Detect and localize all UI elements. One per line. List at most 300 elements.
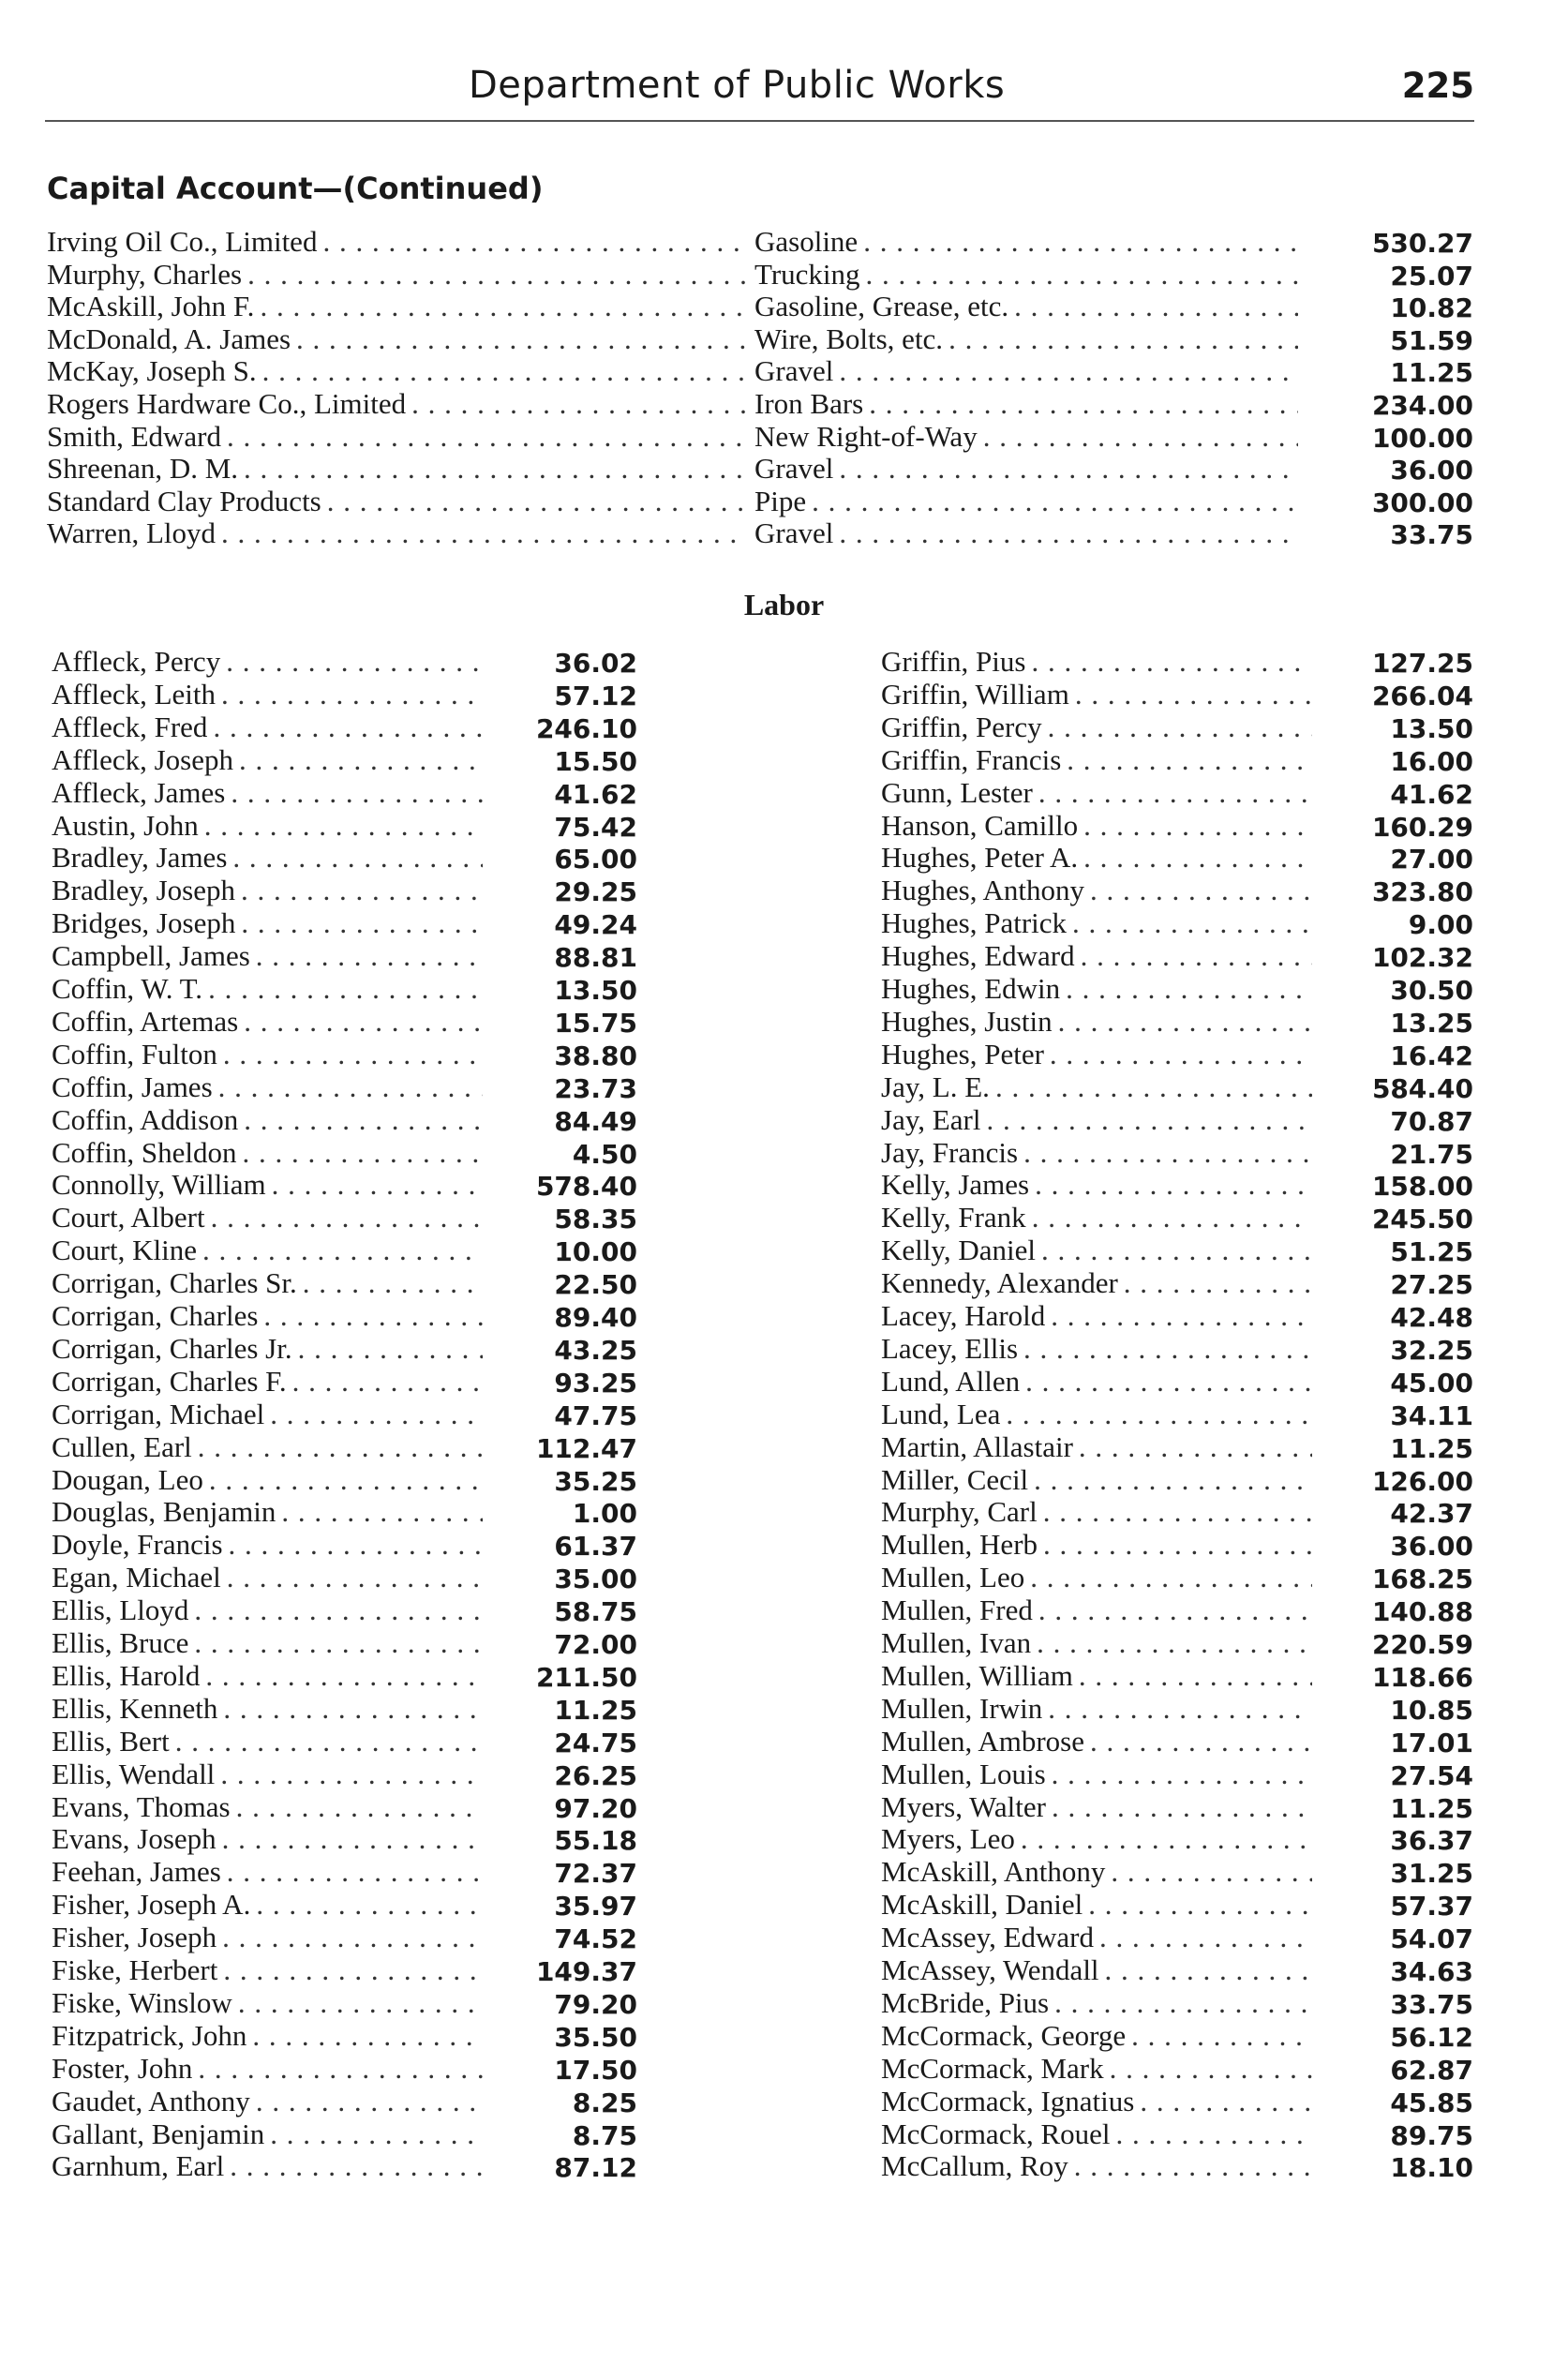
dot-leader bbox=[1052, 1790, 1312, 1823]
amount: 74.52 bbox=[554, 1923, 637, 1955]
labor-row bbox=[0, 1593, 1568, 1626]
amount: 84.49 bbox=[554, 1105, 637, 1137]
worker-name-text: Mullen, Ambrose bbox=[881, 1724, 1084, 1758]
worker-name bbox=[881, 711, 1312, 743]
amount: 13.50 bbox=[554, 975, 637, 1006]
amount: 22.50 bbox=[554, 1269, 637, 1301]
amount: 57.12 bbox=[554, 680, 637, 711]
worker-name bbox=[881, 1038, 1312, 1070]
worker-name bbox=[881, 2085, 1312, 2117]
dot-leader bbox=[1074, 2149, 1312, 2182]
amount: 32.25 bbox=[1390, 1334, 1473, 1366]
amount: 9.00 bbox=[1408, 909, 1473, 941]
dot-leader bbox=[1014, 290, 1298, 322]
worker-name bbox=[881, 1888, 1312, 1921]
dot-leader bbox=[1066, 972, 1312, 1005]
amount: 26.25 bbox=[554, 1759, 637, 1791]
item-description-text: Gasoline, Grease, etc. bbox=[754, 290, 1009, 323]
amount: 18.10 bbox=[1390, 2152, 1473, 2184]
capital-account-row bbox=[0, 420, 1568, 453]
dot-leader bbox=[1037, 1626, 1312, 1659]
worker-name-text: Fiske, Herbert bbox=[52, 1953, 218, 1986]
worker-name bbox=[881, 1299, 1312, 1332]
payee-name-text: Standard Clay Products bbox=[47, 484, 321, 517]
worker-name-text: Feehan, James bbox=[52, 1855, 221, 1889]
amount: 8.75 bbox=[572, 2119, 637, 2151]
amount: 578.40 bbox=[535, 1171, 637, 1203]
amount: 1.00 bbox=[572, 1498, 637, 1530]
worker-name-text: Hughes, Anthony bbox=[881, 874, 1084, 907]
dot-leader bbox=[1083, 841, 1312, 874]
item-description-text: Trucking bbox=[754, 257, 860, 291]
payee-name bbox=[47, 516, 745, 549]
worker-name bbox=[881, 1953, 1312, 1986]
worker-name bbox=[881, 1593, 1312, 1626]
labor-row bbox=[0, 645, 1568, 678]
amount: 49.24 bbox=[554, 909, 637, 941]
worker-name-text: McBride, Pius bbox=[881, 1985, 1050, 2019]
worker-name bbox=[881, 939, 1312, 972]
payee-name-text: McKay, Joseph S. bbox=[47, 354, 257, 388]
dot-leader bbox=[227, 420, 745, 453]
worker-name-text: Griffin, Francis bbox=[881, 742, 1062, 776]
labor-row bbox=[0, 711, 1568, 743]
amount: 25.07 bbox=[1390, 260, 1473, 292]
worker-name bbox=[881, 1070, 1312, 1103]
dot-leader bbox=[1124, 1266, 1312, 1299]
worker-name-text: Lund, Lea bbox=[881, 1397, 1001, 1430]
worker-name-text: Mullen, Louis bbox=[881, 1757, 1046, 1790]
worker-name-text: Dougan, Leo bbox=[52, 1462, 203, 1496]
worker-name bbox=[881, 1561, 1312, 1593]
dot-leader bbox=[1048, 1692, 1312, 1725]
labor-row bbox=[0, 1168, 1568, 1201]
labor-row bbox=[0, 1659, 1568, 1692]
worker-name-text: Ellis, Lloyd bbox=[52, 1593, 189, 1627]
amount: 87.12 bbox=[554, 2152, 637, 2184]
amount: 234.00 bbox=[1371, 390, 1473, 421]
payee-name-text: McAskill, John F. bbox=[47, 290, 255, 323]
worker-name bbox=[881, 1005, 1312, 1038]
worker-name bbox=[881, 841, 1312, 874]
amount: 51.25 bbox=[1390, 1236, 1473, 1268]
worker-name bbox=[881, 2117, 1312, 2150]
worker-name-text: Hughes, Edward bbox=[881, 939, 1075, 973]
amount: 42.37 bbox=[1390, 1498, 1473, 1530]
worker-name bbox=[881, 1790, 1312, 1823]
capital-account-row bbox=[0, 452, 1568, 485]
worker-name bbox=[881, 1626, 1312, 1659]
amount: 11.25 bbox=[1390, 357, 1473, 389]
dot-leader bbox=[839, 354, 1298, 387]
amount: 160.29 bbox=[1371, 811, 1473, 843]
labor-row bbox=[0, 1332, 1568, 1365]
amount: 97.20 bbox=[554, 1792, 637, 1824]
worker-name-text: Affleck, Percy bbox=[52, 645, 221, 678]
worker-name-text: Jay, L. E. bbox=[881, 1070, 990, 1103]
item-description bbox=[754, 322, 1298, 355]
amount: 33.75 bbox=[1390, 519, 1473, 551]
dot-leader bbox=[1043, 1528, 1312, 1561]
worker-name-text: Murphy, Carl bbox=[881, 1495, 1038, 1529]
worker-name-text: Ellis, Harold bbox=[52, 1658, 201, 1692]
labor-row bbox=[0, 1430, 1568, 1463]
worker-name-text: McAskill, Daniel bbox=[881, 1888, 1083, 1922]
worker-name-text: Mullen, Fred bbox=[881, 1593, 1033, 1627]
worker-name-text: Campbell, James bbox=[52, 939, 250, 973]
amount: 27.54 bbox=[1390, 1759, 1473, 1791]
item-description-text: Gravel bbox=[754, 354, 834, 388]
worker-name bbox=[881, 1168, 1312, 1201]
capital-account-row bbox=[0, 387, 1568, 420]
labor-row bbox=[0, 743, 1568, 776]
labor-row bbox=[0, 1070, 1568, 1103]
item-description bbox=[754, 420, 1298, 453]
worker-name-text: Fisher, Joseph A. bbox=[52, 1888, 251, 1922]
dot-leader bbox=[1051, 1299, 1312, 1332]
item-description-text: Pipe bbox=[754, 484, 807, 517]
amount: 36.00 bbox=[1390, 1531, 1473, 1563]
page-number: 225 bbox=[1401, 66, 1474, 106]
dot-leader bbox=[1105, 1953, 1312, 1986]
item-description bbox=[754, 290, 1298, 322]
dot-leader bbox=[1052, 1758, 1312, 1790]
worker-name-text: McCormack, Rouel bbox=[881, 2117, 1111, 2150]
amount: 70.87 bbox=[1390, 1105, 1473, 1137]
dot-leader bbox=[948, 322, 1298, 355]
worker-name-text: Kelly, Daniel bbox=[881, 1234, 1036, 1267]
labor-row bbox=[0, 1528, 1568, 1561]
amount: 100.00 bbox=[1371, 422, 1473, 454]
labor-row bbox=[0, 1201, 1568, 1234]
labor-row bbox=[0, 1561, 1568, 1593]
capital-account-row bbox=[0, 516, 1568, 549]
worker-name bbox=[881, 678, 1312, 711]
labor-row bbox=[0, 841, 1568, 874]
dot-leader bbox=[1079, 1430, 1312, 1463]
labor-row bbox=[0, 874, 1568, 906]
worker-name-text: Coffin, Fulton bbox=[52, 1037, 217, 1070]
dot-leader bbox=[1072, 906, 1312, 939]
worker-name-text: Affleck, Fred bbox=[52, 710, 208, 743]
payee-name-text: McDonald, A. James bbox=[47, 322, 291, 355]
dot-leader bbox=[1140, 2085, 1312, 2117]
worker-name-text: Hughes, Peter A. bbox=[881, 841, 1079, 875]
labor-row bbox=[0, 1888, 1568, 1921]
amount: 149.37 bbox=[535, 1956, 637, 1987]
worker-name bbox=[881, 1332, 1312, 1365]
amount: 36.02 bbox=[554, 648, 637, 679]
worker-name-text: Griffin, Percy bbox=[881, 710, 1042, 743]
amount: 11.25 bbox=[554, 1694, 637, 1726]
dot-leader bbox=[866, 258, 1298, 291]
worker-name-text: Ellis, Wendall bbox=[52, 1757, 216, 1790]
worker-name-text: Egan, Michael bbox=[52, 1561, 221, 1594]
item-description bbox=[754, 387, 1298, 420]
labor-row bbox=[0, 939, 1568, 972]
dot-leader bbox=[327, 485, 745, 517]
dot-leader bbox=[1058, 1005, 1312, 1038]
dot-leader bbox=[221, 516, 745, 549]
worker-name-text: Ellis, Kenneth bbox=[52, 1691, 218, 1725]
labor-row bbox=[0, 2149, 1568, 2182]
labor-row bbox=[0, 1136, 1568, 1169]
amount: 4.50 bbox=[572, 1138, 637, 1170]
amount: 54.07 bbox=[1390, 1923, 1473, 1955]
worker-name-text: Myers, Leo bbox=[881, 1822, 1015, 1856]
payee-name bbox=[47, 452, 745, 485]
amount: 220.59 bbox=[1371, 1629, 1473, 1660]
payee-name-text: Rogers Hardware Co., Limited bbox=[47, 387, 407, 420]
worker-name-text: Gaudet, Anthony bbox=[52, 2084, 250, 2117]
amount: 61.37 bbox=[554, 1531, 637, 1563]
amount: 27.25 bbox=[1390, 1269, 1473, 1301]
worker-name-text: Coffin, James bbox=[52, 1070, 213, 1103]
worker-name-text: Fitzpatrick, John bbox=[52, 2018, 247, 2052]
amount: 16.00 bbox=[1390, 745, 1473, 777]
labor-row bbox=[0, 906, 1568, 939]
dot-leader bbox=[1050, 1038, 1312, 1070]
dot-leader bbox=[244, 452, 745, 485]
amount: 65.00 bbox=[554, 844, 637, 875]
worker-name-text: Corrigan, Charles F. bbox=[52, 1364, 287, 1398]
amount: 10.00 bbox=[554, 1236, 637, 1268]
amount: 118.66 bbox=[1371, 1661, 1473, 1693]
amount: 13.50 bbox=[1390, 712, 1473, 744]
worker-name-text: Evans, Joseph bbox=[52, 1822, 217, 1856]
worker-name-text: Affleck, James bbox=[52, 775, 226, 809]
page-header bbox=[45, 64, 1474, 122]
amount: 34.63 bbox=[1390, 1956, 1473, 1987]
worker-name bbox=[881, 1201, 1312, 1234]
worker-name-text: Corrigan, Charles bbox=[52, 1299, 259, 1332]
payee-name bbox=[47, 354, 745, 387]
amount: 45.85 bbox=[1390, 2087, 1473, 2118]
worker-name-text: Corrigan, Charles Jr. bbox=[52, 1331, 292, 1365]
payee-name bbox=[47, 387, 745, 420]
amount: 89.40 bbox=[554, 1302, 637, 1333]
labor-row bbox=[0, 809, 1568, 842]
worker-name-text: Foster, John bbox=[52, 2051, 193, 2085]
labor-row bbox=[0, 1398, 1568, 1430]
amount: 11.25 bbox=[1390, 1432, 1473, 1464]
worker-name-text: Coffin, Artemas bbox=[52, 1004, 239, 1038]
dot-leader bbox=[1030, 1561, 1312, 1593]
worker-name bbox=[881, 1495, 1312, 1528]
amount: 45.00 bbox=[1390, 1367, 1473, 1399]
amount: 24.75 bbox=[554, 1727, 637, 1758]
payee-name-text: Smith, Edward bbox=[47, 419, 221, 453]
dot-leader bbox=[986, 1103, 1312, 1136]
amount: 55.18 bbox=[554, 1825, 637, 1857]
labor-row bbox=[0, 1103, 1568, 1136]
amount: 35.00 bbox=[554, 1564, 637, 1595]
amount: 140.88 bbox=[1371, 1596, 1473, 1628]
worker-name-text: Douglas, Benjamin bbox=[52, 1495, 276, 1529]
dot-leader bbox=[322, 225, 745, 258]
worker-name bbox=[881, 1855, 1312, 1888]
dot-leader bbox=[1090, 1725, 1312, 1758]
worker-name bbox=[881, 2019, 1312, 2052]
capital-account-row bbox=[0, 225, 1568, 258]
worker-name bbox=[881, 809, 1312, 842]
labor-row bbox=[0, 1855, 1568, 1888]
amount: 17.50 bbox=[554, 2054, 637, 2086]
amount: 51.59 bbox=[1390, 324, 1473, 356]
worker-name-text: Fiske, Winslow bbox=[52, 1985, 232, 2019]
dot-leader bbox=[1031, 645, 1312, 678]
worker-name-text: Bridges, Joseph bbox=[52, 906, 236, 940]
dot-leader bbox=[1079, 1659, 1312, 1692]
amount: 127.25 bbox=[1371, 648, 1473, 679]
worker-name-text: Kelly, Frank bbox=[881, 1201, 1026, 1234]
amount: 89.75 bbox=[1390, 2119, 1473, 2151]
dot-leader bbox=[1025, 1365, 1312, 1398]
amount: 13.25 bbox=[1390, 1007, 1473, 1039]
worker-name-text: Hughes, Edwin bbox=[881, 972, 1061, 1005]
worker-name-text: Affleck, Joseph bbox=[52, 742, 233, 776]
labor-row bbox=[0, 1495, 1568, 1528]
amount: 530.27 bbox=[1371, 228, 1473, 259]
dot-leader bbox=[1090, 874, 1312, 906]
dot-leader bbox=[262, 354, 745, 387]
worker-name bbox=[881, 1692, 1312, 1725]
dot-leader bbox=[1054, 1986, 1312, 2019]
worker-name bbox=[881, 1725, 1312, 1758]
amount: 36.00 bbox=[1390, 455, 1473, 486]
worker-name-text: Connolly, William bbox=[52, 1168, 266, 1202]
dot-leader bbox=[411, 387, 745, 420]
labor-row bbox=[0, 678, 1568, 711]
labor-row bbox=[0, 1692, 1568, 1725]
payee-name-text: Murphy, Charles bbox=[47, 257, 243, 291]
amount: 246.10 bbox=[535, 712, 637, 744]
amount: 41.62 bbox=[1390, 778, 1473, 810]
dot-leader bbox=[247, 258, 745, 291]
amount: 41.62 bbox=[554, 778, 637, 810]
worker-name-text: Griffin, William bbox=[881, 677, 1069, 711]
amount: 23.73 bbox=[554, 1072, 637, 1104]
labor-row bbox=[0, 2019, 1568, 2052]
worker-name bbox=[881, 1103, 1312, 1136]
amount: 102.32 bbox=[1371, 942, 1473, 974]
dot-leader bbox=[839, 452, 1298, 485]
amount: 35.50 bbox=[554, 2021, 637, 2053]
amount: 245.50 bbox=[1371, 1204, 1473, 1235]
worker-name bbox=[881, 1266, 1312, 1299]
worker-name-text: McCallum, Roy bbox=[881, 2149, 1068, 2183]
dot-leader bbox=[1088, 1888, 1312, 1921]
dot-leader bbox=[1038, 1593, 1312, 1626]
worker-name-text: Myers, Walter bbox=[881, 1789, 1046, 1823]
amount: 30.50 bbox=[1390, 975, 1473, 1006]
capital-account-row bbox=[0, 354, 1568, 387]
labor-row bbox=[0, 1365, 1568, 1398]
item-description bbox=[754, 354, 1298, 387]
payee-name bbox=[47, 258, 745, 291]
labor-row bbox=[0, 972, 1568, 1005]
labor-row bbox=[0, 1626, 1568, 1659]
worker-name bbox=[881, 1463, 1312, 1496]
worker-name-text: Lacey, Ellis bbox=[881, 1331, 1019, 1365]
amount: 42.48 bbox=[1390, 1302, 1473, 1333]
item-description bbox=[754, 225, 1298, 258]
worker-name bbox=[881, 776, 1312, 809]
worker-name-text: Corrigan, Michael bbox=[52, 1397, 265, 1430]
dot-leader bbox=[1081, 939, 1312, 972]
amount: 27.00 bbox=[1390, 844, 1473, 875]
labor-row bbox=[0, 1725, 1568, 1758]
worker-name bbox=[881, 1136, 1312, 1169]
worker-name-text: Garnhum, Earl bbox=[52, 2149, 225, 2183]
item-description-text: Gravel bbox=[754, 516, 834, 550]
worker-name bbox=[881, 1398, 1312, 1430]
dot-leader bbox=[1043, 1495, 1312, 1528]
worker-name-text: McAssey, Edward bbox=[881, 1921, 1094, 1954]
worker-name-text: Mullen, Herb bbox=[881, 1528, 1038, 1562]
worker-name-text: Jay, Earl bbox=[881, 1102, 981, 1136]
amount: 8.25 bbox=[572, 2087, 637, 2118]
amount: 56.12 bbox=[1390, 2021, 1473, 2053]
worker-name-text: Court, Kline bbox=[52, 1234, 197, 1267]
item-description bbox=[754, 485, 1298, 517]
payee-name-text: Shreenan, D. M. bbox=[47, 452, 239, 486]
worker-name-text: Hughes, Patrick bbox=[881, 906, 1068, 940]
worker-name-text: Cullen, Earl bbox=[52, 1429, 192, 1463]
item-description bbox=[754, 258, 1298, 291]
labor-row bbox=[0, 1299, 1568, 1332]
amount: 35.97 bbox=[554, 1891, 637, 1923]
amount: 266.04 bbox=[1371, 680, 1473, 711]
worker-name bbox=[881, 1659, 1312, 1692]
worker-name-text: Court, Albert bbox=[52, 1201, 205, 1234]
worker-name-text: Kennedy, Alexander bbox=[881, 1266, 1118, 1300]
worker-name-text: Mullen, William bbox=[881, 1658, 1073, 1692]
worker-name-text: McCormack, Ignatius bbox=[881, 2084, 1135, 2117]
capital-account-row bbox=[0, 290, 1568, 322]
dot-leader bbox=[260, 290, 745, 322]
worker-name-text: Mullen, Ivan bbox=[881, 1626, 1032, 1659]
amount: 21.75 bbox=[1390, 1138, 1473, 1170]
worker-name-text: Hughes, Justin bbox=[881, 1004, 1053, 1038]
dot-leader bbox=[1075, 678, 1312, 711]
worker-name-text: Hughes, Peter bbox=[881, 1037, 1044, 1070]
worker-name bbox=[881, 1758, 1312, 1790]
amount: 43.25 bbox=[554, 1334, 637, 1366]
worker-name-text: Ellis, Bert bbox=[52, 1724, 170, 1758]
worker-name-text: Griffin, Pius bbox=[881, 645, 1026, 678]
payee-name bbox=[47, 225, 745, 258]
worker-name-text: Martin, Allastair bbox=[881, 1429, 1073, 1463]
dot-leader bbox=[1048, 711, 1312, 743]
amount: 75.42 bbox=[554, 811, 637, 843]
worker-name-text: Doyle, Francis bbox=[52, 1528, 223, 1562]
labor-row bbox=[0, 1266, 1568, 1299]
worker-name-text: Lacey, Harold bbox=[881, 1299, 1046, 1332]
worker-name-text: Coffin, W. T. bbox=[52, 972, 203, 1005]
amount: 17.01 bbox=[1390, 1727, 1473, 1758]
worker-name-text: Gunn, Lester bbox=[881, 775, 1033, 809]
labor-row bbox=[0, 1038, 1568, 1070]
worker-name-text: McCormack, Mark bbox=[881, 2051, 1104, 2085]
labor-row bbox=[0, 2052, 1568, 2085]
worker-name bbox=[881, 1365, 1312, 1398]
amount: 34.11 bbox=[1390, 1399, 1473, 1431]
dot-leader bbox=[1034, 1463, 1312, 1496]
worker-name-text: McAskill, Anthony bbox=[881, 1855, 1106, 1889]
worker-name-text: Affleck, Leith bbox=[52, 677, 217, 711]
dot-leader bbox=[1041, 1234, 1312, 1266]
